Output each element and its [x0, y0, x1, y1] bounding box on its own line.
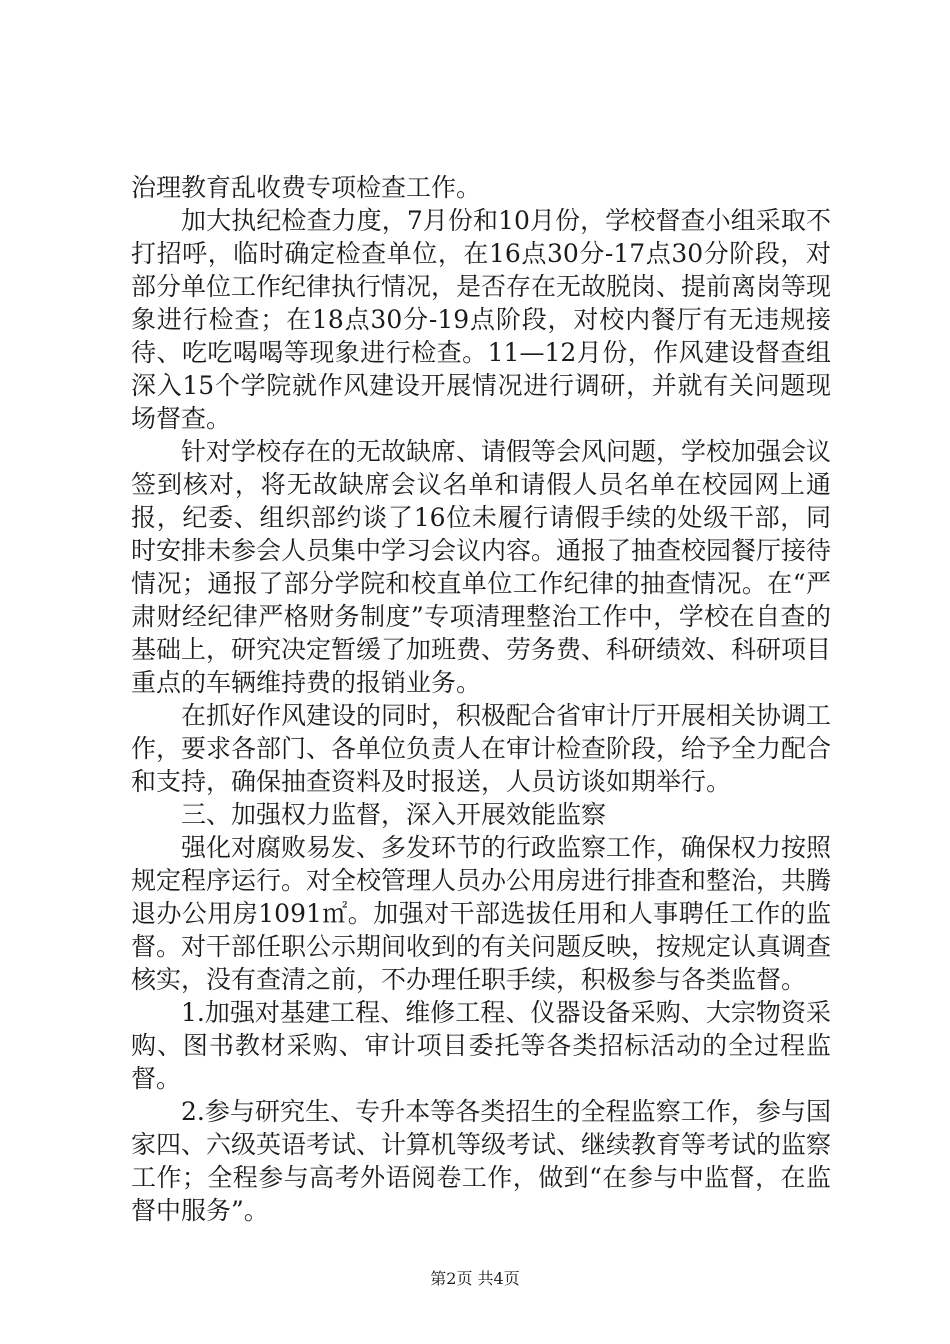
paragraph-administrative-supervision: 强化对腐败易发、多发环节的行政监察工作，确保权力按照规定程序运行。对全校管理人员办公用房进行排查和整治，共腾退办公用房1091㎡。加强对干部选拔任用和人事聘任工作的监督。对干部任职公示期间收到的有关问题反映，按规定认真调查核实，没有查清之前，不办理任职手续，积极参与各类监督。 — [131, 833, 832, 994]
paragraph-discipline-inspection: 加大执纪检查力度，7月份和10月份，学校督查小组采取不打招呼，临时确定检查单位，在16点30分-17点30分阶段，对部分单位工作纪律执行情况，是否存在无故脱岗、提前离岗等现象进行检查；在18点30分-19点阶段，对校内餐厅有无违规接待、吃吃喝喝等现象进行检查。11—12月份，作风建设督查组深入15个学院就作风建设开展情况进行调研，并就有关问题现场督查。 — [131, 206, 832, 433]
paragraph-audit-cooperation: 在抓好作风建设的同时，积极配合省审计厅开展相关协调工作，要求各部门、各单位负责人在审计检查阶段，给予全力配合和支持，确保抽查资料及时报送，人员访谈如期举行。 — [131, 701, 832, 796]
list-item-bidding-supervision: 1.加强对基建工程、维修工程、仪器设备采购、大宗物资采购、图书教材采购、审计项目委托等各类招标活动的全过程监督。 — [131, 998, 831, 1093]
paragraph-meeting-discipline: 针对学校存在的无故缺席、请假等会风问题，学校加强会议签到核对，将无故缺席会议名单和请假人员名单在校园网上通报，纪委、组织部约谈了16位未履行请假手续的处级干部，同时安排未参会人员集中学习会议内容。通报了抽查校园餐厅接待情况；通报了部分学院和校直单位工作纪律的抽查情况。在“严肃财经纪律严格财务制度”专项清理整治工作中，学校在自查的基础上，研究决定暂缓了加班费、劳务费、科研绩效、科研项目重点的车辆维持费的报销业务。 — [131, 437, 832, 697]
list-item-exam-supervision: 2.参与研究生、专升本等各类招生的全程监察工作，参与国家四、六级英语考试、计算机等级考试、继续教育等考试的监察工作；全程参与高考外语阅卷工作，做到“在参与中监督，在监督中服务”。 — [131, 1097, 832, 1225]
page-number-footer: 第2页 共4页 — [430, 1269, 520, 1288]
document-body — [131, 171, 831, 1227]
paragraph-continuation: 治理教育乱收费专项检查工作。 — [131, 173, 482, 202]
section-heading-power-supervision: 三、加强权力监督，深入开展效能监察 — [181, 800, 607, 829]
